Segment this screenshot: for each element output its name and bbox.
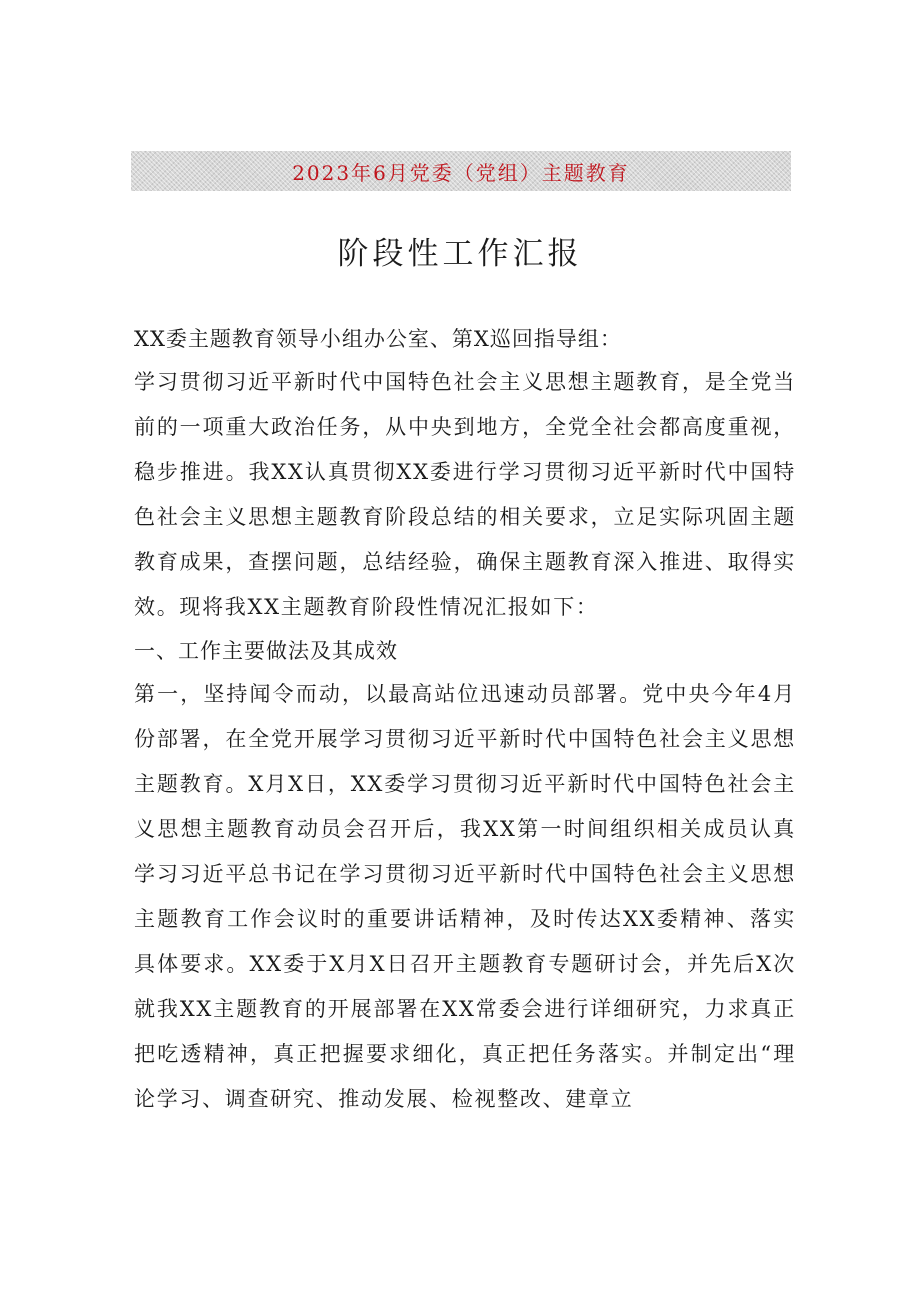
section-heading: 一、工作主要做法及其成效	[134, 639, 398, 663]
body-paragraph: 第一，坚持闻令而动，以最高站位迅速动员部署。党中央今年4月份部署，在全党开展学习贯彻习近平新时代中国特色社会主义思想主题教育。X月X日，XX委学习贯彻习近平新时代中国特色社会主义思想主题教育动员会召开后，我XX第一时间组织相关成员认真学习习近平总书记在学习贯彻习近平新时代中国特色社会主义思想主题教育工作会议时的重要讲话精神，及时传达XX委精神、落实具体要求。XX委于X月X日召开主题教育专题研讨会，并先后X次就我XX主题教育的开展部署在XX常委会进行详细研究，力求真正把吃透精神，真正把握要求细化，真正把任务落实。并制定出“理论学习、调查研究、推动发展、检视整改、建章立	[134, 682, 796, 1111]
intro-paragraph: 学习贯彻习近平新时代中国特色社会主义思想主题教育，是全党当前的一项重大政治任务，从中央到地方，全党全社会都高度重视，稳步推进。我XX认真贯彻XX委进行学习贯彻习近平新时代中国特色社会主义思想主题教育阶段总结的相关要求，立足实际巩固主题教育成果，查摆问题，总结经验，确保主题教育深入推进、取得实效。现将我XX主题教育阶段性情况汇报如下：	[134, 370, 796, 619]
document-body	[134, 318, 796, 1122]
banner-title: 2023年6月党委（党组）主题教育	[292, 160, 630, 185]
header-banner	[131, 151, 791, 191]
document-title: 阶段性工作汇报	[337, 236, 583, 272]
salutation: XX委主题教育领导小组办公室、第X巡回指导组：	[134, 327, 622, 351]
